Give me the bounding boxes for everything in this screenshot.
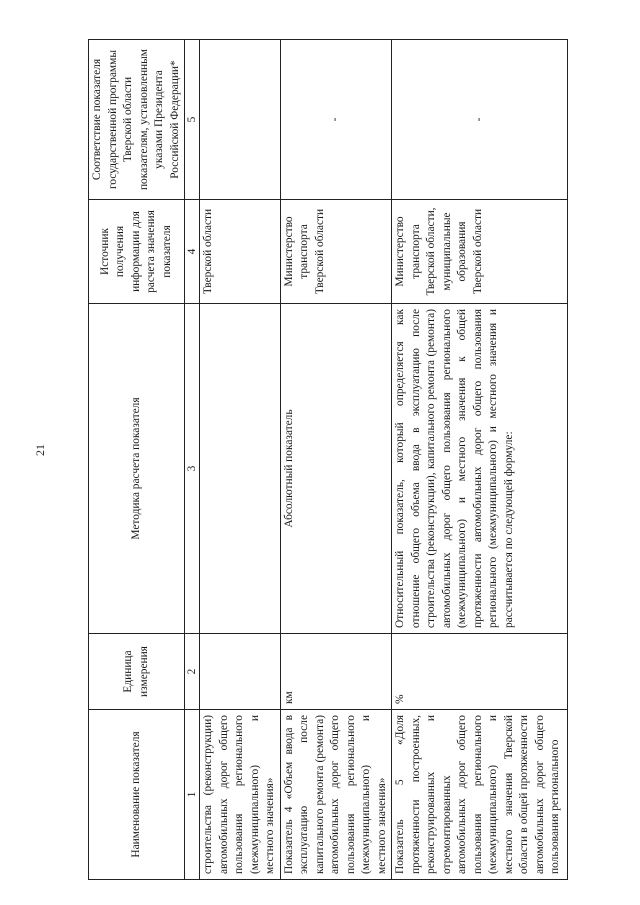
header-correspondence: Соответствие показателя государственной программы Тверской области показателям, установленным указами Президента Российской Федерации* (89, 40, 185, 200)
column-number-row (185, 40, 200, 880)
correspondence-cell: - (392, 40, 568, 200)
method-cell: Абсолютный показатель (280, 304, 392, 634)
header-method: Методика расчета показателя (89, 304, 185, 634)
source-cell: Министерство транспорта Тверской области (280, 200, 392, 304)
header-source: Источник получения информации для расчета значения показателя (89, 200, 185, 304)
source-cell: Тверской области (200, 200, 281, 304)
table-row (280, 40, 392, 880)
column-number: 5 (185, 40, 200, 200)
method-cell (200, 304, 281, 634)
method-cell: Относительный показатель, который определяется как отношение общего объема ввода в эксплуатацию после строительства (реконструкции), капитального ремонта (ремонта) автомобильных дорог общего пользования регионального (межмуниципального) и местного значения к общей протяженности автомобильных дорог общего пользования регионального (межмуниципального) и местного значения и рассчитывается по следующей формуле: (392, 304, 568, 634)
indicator-name-cell: строительства (реконструкции) автомобильных дорог общего пользования регионального (межмуниципального) и местного значения» (200, 710, 281, 880)
table-row (392, 40, 568, 880)
header-row (89, 40, 185, 880)
header-unit: Единица измерения (89, 634, 185, 710)
indicator-name-cell: Показатель 4 «Объем ввода в эксплуатацию после капитального ремонта (ремонта) автомобильных дорог общего пользования регионального (межмуниципального) и местного значения» (280, 710, 392, 880)
column-number: 4 (185, 200, 200, 304)
column-number: 1 (185, 710, 200, 880)
unit-cell (200, 634, 281, 710)
header-indicator-name: Наименование показателя (89, 710, 185, 880)
rotated-table-container (88, 40, 568, 880)
column-number: 2 (185, 634, 200, 710)
correspondence-cell: - (280, 40, 392, 200)
correspondence-cell (200, 40, 281, 200)
indicators-table (88, 39, 568, 880)
source-cell: Министерство транспорта Тверской области, муниципальные образования Тверской области (392, 200, 568, 304)
page-number: 21 (33, 444, 47, 456)
column-number: 3 (185, 304, 200, 634)
unit-cell: % (392, 634, 568, 710)
indicator-name-cell: Показатель 5 «Доля протяженности построенных, реконструированных и отремонтированных автомобильных дорог общего пользования регионального (межмуниципального) и местного значения Тверской области в общей протяженности автомобильных дорог общего пользования регионального (392, 710, 568, 880)
table-row (200, 40, 281, 880)
unit-cell: км (280, 634, 392, 710)
